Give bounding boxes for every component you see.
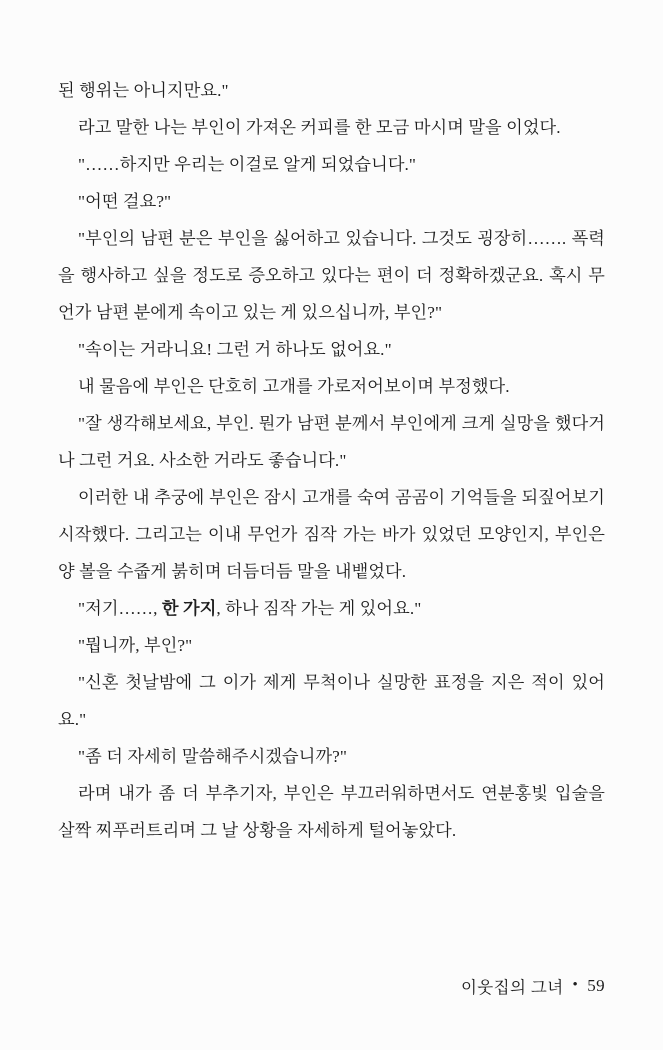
paragraph: "좀 더 자세히 말씀해주시겠습니까?"	[78, 747, 347, 766]
paragraph: "잘 생각해보세요, 부인. 뭔가 남편 분께서 부인에게 크게 실망을 했다거나 그런 거요. 사소한 거라도 좋습니다."	[58, 414, 605, 470]
paragraph: 내 물음에 부인은 단호히 고개를 가로저어보이며 부정했다.	[78, 377, 510, 396]
paragraph: "신혼 첫날밤에 그 이가 제게 무척이나 실망한 표정을 지은 적이 있어요."	[58, 673, 605, 729]
paragraph: 이러한 내 추궁에 부인은 잠시 고개를 숙여 곰곰이 기억들을 되짚어보기 시작했다. 그리고는 이내 무언가 짐작 가는 바가 있었던 모양인지, 부인은 양 볼을 수줍게 붉히며 더듬더듬 말을 내뱉었다.	[58, 488, 605, 581]
paragraph: 라며 내가 좀 더 부추기자, 부인은 부끄러워하면서도 연분홍빛 입술을 살짝 찌푸러트리며 그 날 상황을 자세하게 털어놓았다.	[58, 784, 605, 840]
paragraph: "……하지만 우리는 이걸로 알게 되었습니다."	[78, 155, 417, 174]
page-body	[58, 72, 605, 849]
emphasized-text: 한 가지	[161, 599, 217, 618]
page-number: 59	[587, 976, 605, 995]
paragraph: "뭡니까, 부인?"	[78, 636, 193, 655]
footer-separator-dot: •	[572, 976, 579, 993]
paragraph: 된 행위는 아니지만요."	[58, 81, 229, 100]
paragraph: "어떤 걸요?"	[78, 192, 172, 211]
paragraph: 라고 말한 나는 부인이 가져온 커피를 한 모금 마시며 말을 이었다.	[78, 118, 561, 137]
paragraph: "속이는 거라니요! 그런 거 하나도 없어요."	[78, 340, 392, 359]
footer-book-title: 이웃집의 그녀	[460, 978, 564, 997]
paragraph-with-emphasis: "저기……, 한 가지, 하나 짐작 가는 게 있어요."	[78, 599, 422, 618]
paragraph: "부인의 남편 분은 부인을 싫어하고 있습니다. 그것도 굉장히……. 폭력을 행사하고 싶을 정도로 증오하고 있다는 편이 더 정확하겠군요. 혹시 무언가 남편 분에게 속이고 있는 게 있으십니까, 부인?"	[58, 229, 605, 322]
page-footer	[461, 974, 605, 998]
